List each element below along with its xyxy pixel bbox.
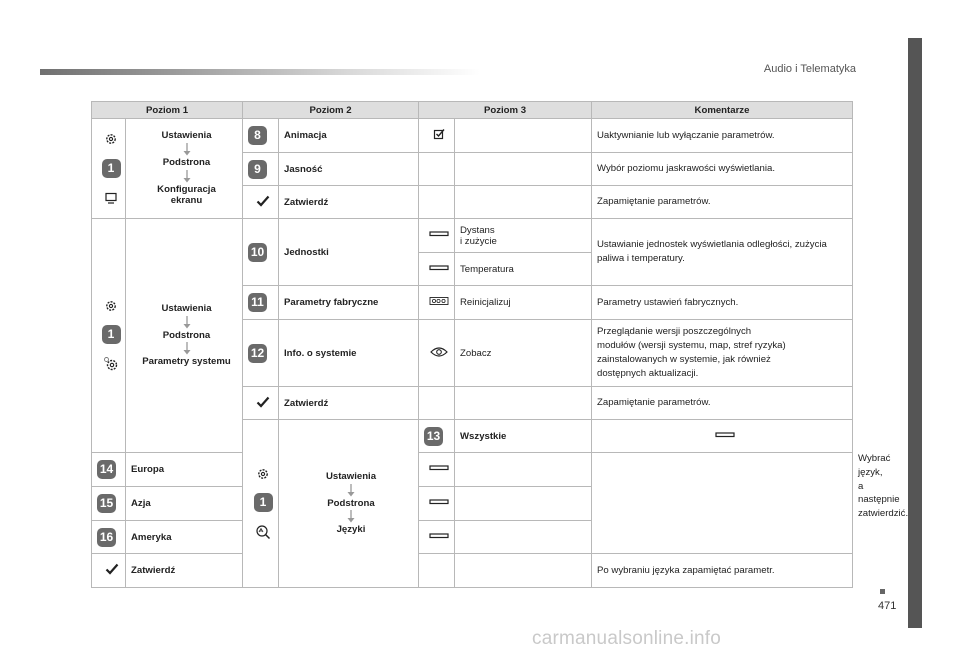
settings-table	[91, 101, 909, 588]
gear-icon	[104, 299, 118, 313]
level1-path	[126, 219, 243, 453]
column-header-comments: Komentarze	[592, 102, 853, 119]
comment-line: Przeglądanie wersji poszczególnych	[597, 326, 752, 338]
arrow-down-icon	[183, 170, 191, 183]
gear-icon	[256, 467, 270, 481]
level1-icons	[92, 119, 126, 219]
screen-icon	[104, 191, 118, 205]
page-side-bar	[908, 38, 922, 628]
level3-label: Zobacz	[455, 320, 592, 387]
level1-icons	[243, 420, 279, 588]
row-number: 8	[243, 119, 279, 153]
row-number: 11	[243, 286, 279, 320]
level1-path	[279, 420, 419, 588]
level3-label	[455, 521, 592, 554]
checkbox-icon[interactable]	[433, 128, 445, 140]
level2-label: Azja	[126, 487, 243, 521]
level3-label	[455, 387, 592, 420]
eye-icon[interactable]	[430, 346, 448, 358]
level2-label: Wszystkie	[455, 420, 592, 453]
table-row	[92, 453, 853, 487]
row-number: 14	[92, 453, 126, 487]
level3-label	[455, 487, 592, 521]
row-number: 15	[92, 487, 126, 521]
row-check	[243, 387, 279, 420]
page-number: 471	[878, 600, 897, 612]
table-row	[92, 487, 853, 521]
check-icon[interactable]	[256, 396, 270, 408]
watermark: carmanualsonline.info	[532, 628, 722, 649]
row-check	[243, 186, 279, 219]
path-step: Ustawienia	[161, 129, 212, 141]
row-check	[92, 554, 126, 588]
check-icon[interactable]	[256, 195, 270, 207]
comment-line: zainstalowanych w systemie, jak również	[597, 354, 771, 365]
table-row: 1 Ustawienia Podstrona Języki 13 Wszystkie Wybrać język, a następnie zatwierdzić.	[92, 420, 853, 453]
slider-icon[interactable]	[429, 230, 449, 238]
level3-label	[455, 119, 592, 153]
slider-icon[interactable]	[429, 264, 449, 272]
path-step: Podstrona	[162, 156, 211, 168]
table-row	[92, 554, 853, 588]
level1-path	[126, 119, 243, 219]
row-number: 12	[243, 320, 279, 387]
level-badge: 1	[102, 325, 121, 344]
arrow-down-icon	[347, 484, 355, 497]
level2-label: Ameryka	[126, 521, 243, 554]
slider-icon[interactable]	[429, 498, 449, 506]
path-step: Konfiguracja ekranu	[157, 183, 216, 207]
arrow-down-icon	[183, 316, 191, 329]
level3-label	[455, 153, 592, 186]
level3-label: Reinicjalizuj	[455, 286, 592, 320]
row-number: 16	[92, 521, 126, 554]
level3-label	[455, 219, 592, 253]
level-badge: 1	[254, 493, 273, 512]
table-row	[92, 219, 853, 253]
row-number: 13	[419, 420, 455, 453]
level3-line: i zużycie	[460, 235, 497, 247]
level3-line: Dystans	[460, 224, 495, 236]
path-step: Podstrona	[327, 497, 375, 509]
level2-label: Jasność	[279, 153, 419, 186]
level3-icon-cell	[419, 453, 455, 487]
comment: Ustawianie jednostek wyświetlania odległości, zużycia paliwa i temperatury.	[592, 219, 853, 286]
comment: Po wybraniu języka zapamiętać parametr.	[592, 554, 853, 588]
level3-icon-cell	[419, 186, 455, 219]
level2-label: Europa	[126, 453, 243, 487]
comment: Parametry ustawień fabrycznych.	[592, 286, 853, 320]
level3-icon-cell	[419, 554, 455, 588]
table-row	[92, 119, 853, 153]
path-step: Ustawienia	[325, 470, 377, 482]
system-gear-icon	[103, 356, 119, 372]
row-number: 10	[243, 219, 279, 286]
level3-icon-cell	[592, 420, 853, 453]
header-decor-bar	[40, 69, 480, 75]
arrow-down-icon	[347, 510, 355, 523]
level1-icons	[92, 219, 126, 453]
arrow-down-icon	[183, 342, 191, 355]
page-marker	[880, 589, 885, 594]
gear-icon	[104, 132, 118, 146]
level3-icon-cell	[419, 119, 455, 153]
level3-icon-cell	[419, 320, 455, 387]
path-step: Podstrona	[162, 329, 211, 341]
reset-icon[interactable]	[429, 296, 449, 306]
level2-label: Animacja	[279, 119, 419, 153]
language-icon	[255, 524, 271, 540]
column-header-level3: Poziom 3	[419, 102, 592, 119]
slider-icon[interactable]	[715, 431, 735, 439]
column-header-level2: Poziom 2	[243, 102, 419, 119]
slider-icon[interactable]	[429, 464, 449, 472]
comment-line: modułów (wersji systemu, map, stref ryzyka)	[597, 340, 786, 352]
level2-label: Zatwierdź	[279, 186, 419, 219]
comment: Zapamiętanie parametrów.	[592, 387, 853, 420]
level2-label: Zatwierdź	[279, 387, 419, 420]
row-number: 9	[243, 153, 279, 186]
table-header-row	[92, 102, 853, 119]
level3-label	[455, 554, 592, 588]
comment: Zapamiętanie parametrów.	[592, 186, 853, 219]
comment: Wybór poziomu jaskrawości wyświetlania.	[592, 153, 853, 186]
level2-label: Jednostki	[279, 219, 419, 286]
table-row	[92, 521, 853, 554]
column-header-level1: Poziom 1	[92, 102, 243, 119]
slider-icon[interactable]	[429, 532, 449, 540]
level-badge: 1	[102, 159, 121, 178]
level3-label	[455, 453, 592, 487]
check-icon[interactable]	[105, 563, 119, 575]
level3-label: Temperatura	[455, 253, 592, 286]
path-step: Języki	[336, 524, 366, 536]
path-step: Parametry systemu	[142, 356, 231, 368]
level3-icon-cell	[419, 521, 455, 554]
arrow-down-icon	[183, 143, 191, 156]
level2-label: Parametry fabryczne	[279, 286, 419, 320]
level3-icon-cell	[419, 219, 455, 253]
comment-line: dostępnych aktualizacji.	[597, 367, 699, 379]
level3-icon-cell	[419, 487, 455, 521]
level3-icon-cell	[419, 387, 455, 420]
path-step: Ustawienia	[161, 302, 212, 314]
level3-icon-cell	[419, 253, 455, 286]
level3-icon-cell	[419, 286, 455, 320]
comment	[592, 320, 853, 387]
level2-label: Info. o systemie	[279, 320, 419, 387]
level3-icon-cell	[419, 153, 455, 186]
level2-label: Zatwierdź	[126, 554, 243, 588]
section-title: Audio i Telematyka	[763, 63, 856, 75]
comment: Uaktywnianie lub wyłączanie parametrów.	[592, 119, 853, 153]
level3-label	[455, 186, 592, 219]
